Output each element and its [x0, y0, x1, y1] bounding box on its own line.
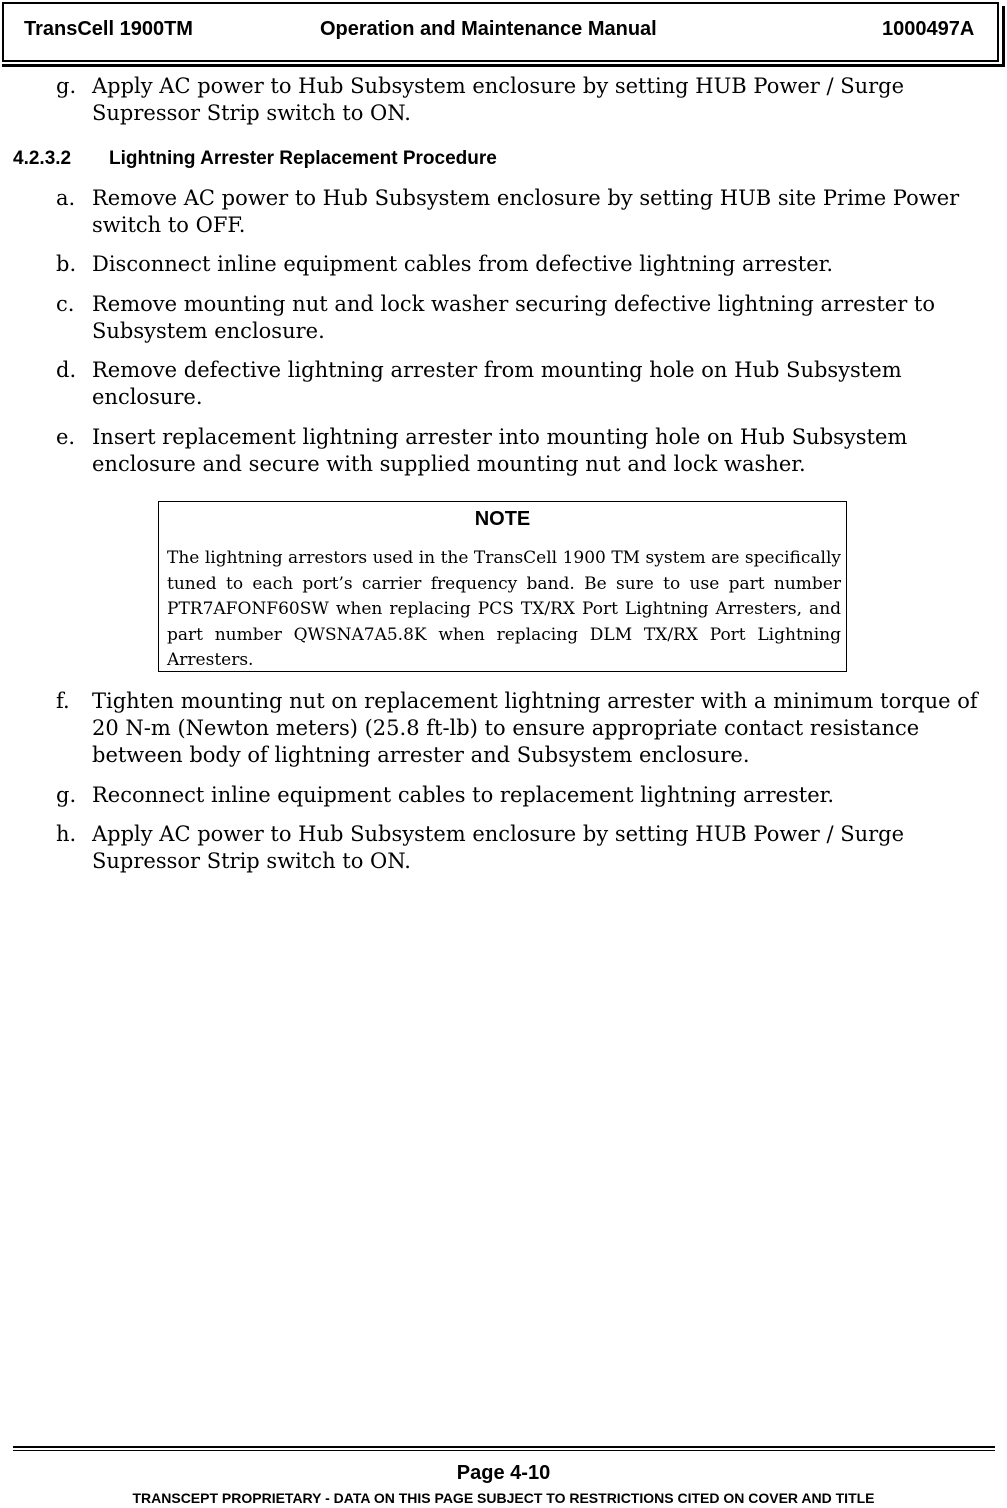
- header-title: Operation and Maintenance Manual: [320, 18, 657, 40]
- step-label: g.: [56, 783, 77, 807]
- section-number: 4.2.3.2: [13, 148, 72, 169]
- note-box: [158, 501, 847, 672]
- step-label: h.: [56, 822, 77, 846]
- proprietary-notice: TRANSCEPT PROPRIETARY - DATA ON THIS PAGE SUBJECT TO RESTRICTIONS CITED ON COVER AND TITLE: [132, 1490, 875, 1506]
- step-label: c.: [56, 292, 75, 316]
- step-text: Tighten mounting nut on replacement lightning arrester with a minimum torque of 20 N-m (Newton meters) (25.8 ft-lb) to ensure appropriate contact resistance between body of lightning arrester and Subsystem enclosure.: [92, 689, 978, 767]
- step-label: b.: [56, 252, 77, 276]
- note-body: The lightning arrestors used in the TransCell 1900 TM system are specifically tuned to each port’s carrier frequency band. Be sure to use part number PTR7AFONF60SW when replacing PCS TX/RX Port Lightning Arresters, and part number QWSNA7A5.8K when replacing DLM TX/RX Port Lightning Arresters.: [167, 548, 841, 670]
- step-text: Remove defective lightning arrester from mounting hole on Hub Subsystem enclosure.: [92, 358, 902, 409]
- step-label: e.: [56, 425, 76, 449]
- step-text: Reconnect inline equipment cables to replacement lightning arrester.: [92, 783, 835, 807]
- header-shadow-right: [1002, 6, 1005, 67]
- header-product: TransCell 1900TM: [24, 18, 193, 40]
- step-label: a.: [56, 186, 76, 210]
- step-text: Apply AC power to Hub Subsystem enclosure by setting HUB Power / Surge Supressor Strip switch to ON.: [92, 822, 905, 873]
- note-title: NOTE: [474, 508, 531, 530]
- step-text: Remove mounting nut and lock washer securing defective lightning arrester to Subsystem enclosure.: [92, 292, 935, 343]
- step-label: d.: [56, 358, 77, 382]
- step-text: Insert replacement lightning arrester into mounting hole on Hub Subsystem enclosure and secure with supplied mounting nut and lock washer.: [92, 425, 908, 476]
- header-shadow-bottom: [2, 64, 1005, 67]
- page-header: [2, 2, 999, 62]
- header-doc-number: 1000497A: [882, 18, 975, 40]
- footer-rule-thin: [13, 1450, 995, 1451]
- section-title: Lightning Arrester Replacement Procedure: [109, 148, 497, 169]
- step-label: f.: [56, 689, 70, 713]
- footer-rule: [13, 1446, 995, 1448]
- step-text: Disconnect inline equipment cables from defective lightning arrester.: [92, 252, 834, 276]
- step-text: Apply AC power to Hub Subsystem enclosure by setting HUB Power / Surge Supressor Strip switch to ON.: [92, 74, 905, 125]
- step-label: g.: [56, 74, 77, 98]
- step-text: Remove AC power to Hub Subsystem enclosure by setting HUB site Prime Power switch to OFF.: [92, 186, 960, 237]
- page-number: Page 4-10: [456, 1462, 551, 1484]
